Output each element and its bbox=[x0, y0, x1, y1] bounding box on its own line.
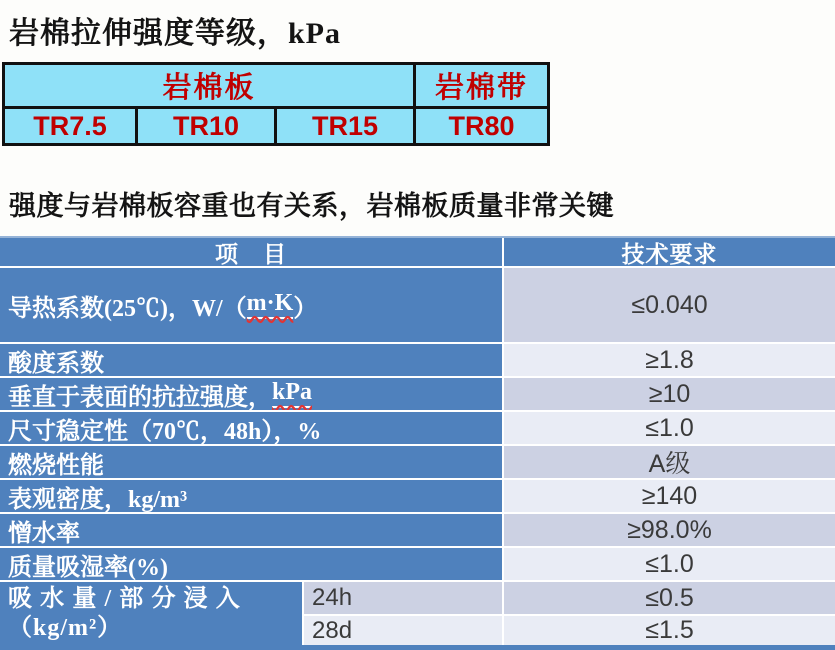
item-label-thermal-conductivity: 导热系数(25℃)，W/（ m·K ） bbox=[0, 268, 502, 344]
table-row bbox=[0, 480, 835, 514]
spellchecked-text: m·K bbox=[247, 291, 294, 318]
item-label-tensile-strength: 垂直于表面的抗拉强度， kPa bbox=[0, 378, 502, 412]
sub-label: 28d bbox=[302, 616, 502, 645]
table-row bbox=[0, 446, 835, 480]
grade-table bbox=[2, 62, 550, 146]
item-label-hydrophobicity: 憎水率 bbox=[0, 514, 502, 548]
table-row bbox=[0, 412, 835, 446]
requirement-value: ≤0.5 bbox=[502, 582, 835, 616]
requirement-value: ≤1.0 bbox=[502, 548, 835, 582]
item-label-combustion: 燃烧性能 bbox=[0, 446, 502, 480]
requirement-value: ≤1.0 bbox=[502, 412, 835, 446]
grade-header-board: 岩棉板 bbox=[5, 65, 416, 106]
spellchecked-text: kPa bbox=[272, 380, 312, 407]
table-row bbox=[0, 268, 835, 344]
spec-table bbox=[0, 236, 835, 650]
item-label-dimensional-stability: 尺寸稳定性（70℃，48h），% bbox=[0, 412, 502, 446]
page-subtitle: 强度与岩棉板容重也有关系，岩棉板质量非常关键 bbox=[9, 191, 614, 221]
column-header-requirement: 技术要求 bbox=[502, 238, 835, 266]
grade-header-belt: 岩棉带 bbox=[416, 65, 547, 106]
sub-row-24h bbox=[302, 582, 835, 616]
table-row bbox=[0, 378, 835, 412]
requirement-value: ≥1.8 bbox=[502, 344, 835, 378]
grade-cell-tr7-5: TR7.5 bbox=[5, 106, 138, 143]
requirement-value: A级 bbox=[502, 446, 835, 480]
spec-table-header-row bbox=[0, 238, 835, 268]
table-row bbox=[0, 548, 835, 582]
table-row bbox=[0, 344, 835, 378]
requirement-value: ≥98.0% bbox=[502, 514, 835, 548]
table-row-water-absorption bbox=[0, 582, 835, 645]
requirement-value: ≤0.040 bbox=[502, 268, 835, 344]
grade-cell-tr80: TR80 bbox=[416, 106, 547, 143]
item-label-water-absorption: 吸水量/部分浸入 （kg/m²） bbox=[0, 582, 302, 645]
sub-row-28d bbox=[302, 616, 835, 645]
item-label-acidity: 酸度系数 bbox=[0, 344, 502, 378]
grade-cell-tr15: TR15 bbox=[277, 106, 416, 143]
page-title: 岩棉拉伸强度等级，kPa bbox=[9, 17, 342, 50]
grade-cell-tr10: TR10 bbox=[138, 106, 277, 143]
table-bottom-border bbox=[0, 645, 835, 650]
table-row bbox=[0, 514, 835, 548]
item-label-moisture-absorption: 质量吸湿率(%) bbox=[0, 548, 502, 582]
item-label-apparent-density: 表观密度，kg/m³ bbox=[0, 480, 502, 514]
requirement-value: ≥140 bbox=[502, 480, 835, 514]
column-header-item: 项 目 bbox=[215, 241, 287, 267]
requirement-value: ≤1.5 bbox=[502, 616, 835, 645]
requirement-value: ≥10 bbox=[502, 378, 835, 412]
sub-label: 24h bbox=[302, 582, 502, 616]
